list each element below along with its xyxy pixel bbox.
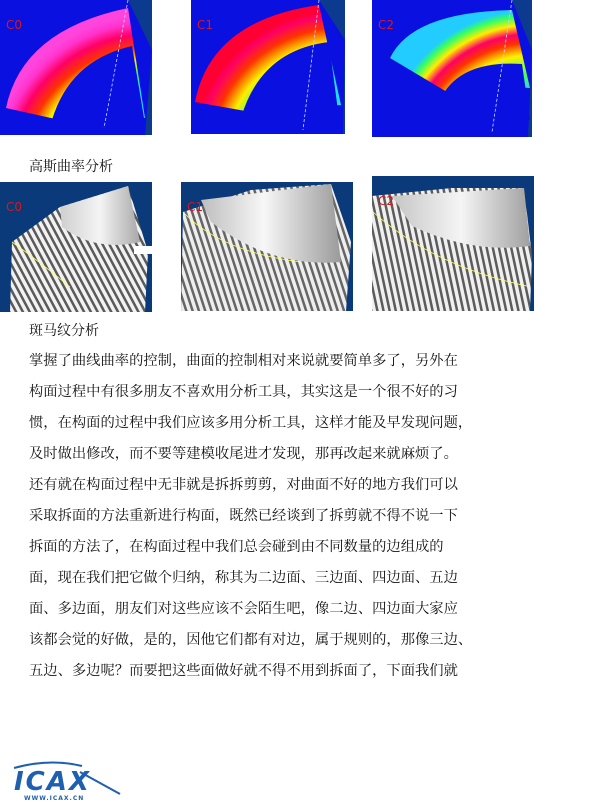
gauss-caption: 高斯曲率分析 [29,159,113,175]
gauss-label-c2: C2 [378,18,395,32]
zebra-label-c0: C0 [6,200,23,214]
paragraph-line: 还有就在构面过程中无非就是拆拆剪剪，对曲面不好的地方我们可以 [29,477,458,493]
zebra-panel-c0 [0,182,152,312]
paragraph-line: 面，现在我们把它做个归纳，称其为二边面、三边面、四边面、五边 [29,570,458,586]
gauss-render-c1 [191,0,345,134]
paragraph-line: 五边、多边呢？而要把这些面做好就不得不用到拆面了，下面我们就 [29,663,458,679]
paragraph-line: 构面过程中有很多朋友不喜欢用分析工具，其实这是一个很不好的习 [29,384,458,400]
gauss-label-c0: C0 [6,18,23,32]
zebra-render-c2 [372,176,534,311]
paragraph-line: 该都会觉的好做，是的，因他它们都有对边，属于规则的，那像三边、 [29,632,473,648]
zebra-panel-c1 [181,182,353,311]
paragraph-line: 掌握了曲线曲率的控制，曲面的控制相对来说就要简单多了，另外在 [29,353,458,369]
zebra-caption: 斑马纹分析 [29,323,99,339]
paragraph-line: 及时做出修改，而不要等建模收尾进才发现，那再改起来就麻烦了。 [29,446,458,462]
gauss-label-c1: C1 [197,18,214,32]
paragraph-line: 采取拆面的方法重新进行构面，既然已经谈到了拆剪就不得不说一下 [29,508,458,524]
gauss-render-c2 [372,0,532,137]
zebra-label-c1: C1 [187,200,204,214]
gauss-panel-c0 [0,0,152,135]
body-paragraph [29,346,479,687]
zebra-render-c0 [0,182,152,312]
gauss-panel-c2 [372,0,532,137]
gauss-panel-c1 [191,0,345,134]
icax-logo-graphic [10,760,125,802]
zebra-panel-c2 [372,176,534,311]
gauss-render-c0 [0,0,152,135]
paragraph-line: 惯，在构面的过程中我们应该多用分析工具，这样才能及早发现问题， [29,415,473,431]
icax-logo [10,760,125,802]
paragraph-line: 拆面的方法了，在构面过程中我们总会碰到由不同数量的边组成的 [29,539,444,555]
zebra-label-c2: C2 [378,194,395,208]
svg-text:ICAX: ICAX [14,767,91,797]
svg-text:WWW.ICAX.CN: WWW.ICAX.CN [24,795,85,802]
paragraph-line: 面、多边面，朋友们对这些应该不会陌生吧，像二边、四边面大家应 [29,601,458,617]
zebra-render-c1 [181,182,353,311]
